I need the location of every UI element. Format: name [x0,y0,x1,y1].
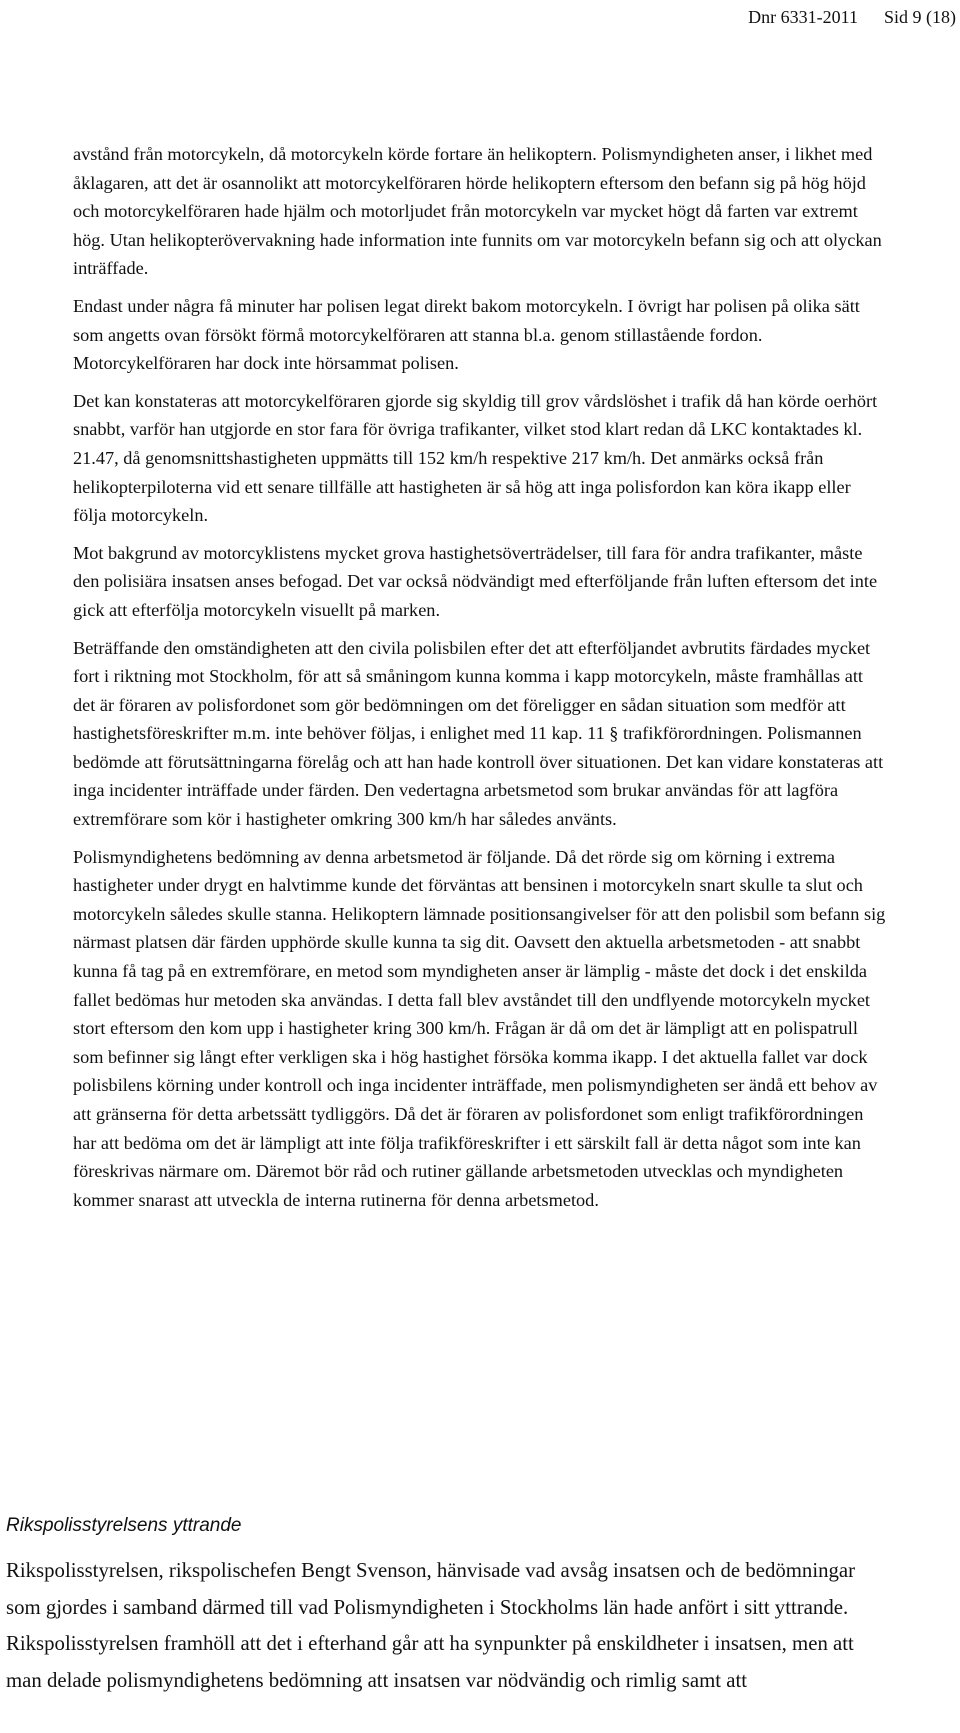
document-number: Dnr 6331-2011 [748,7,858,27]
paragraph: Mot bakgrund av motorcyklistens mycket grova hastighetsöverträdelser, till fara för andra trafikanter, måste den polisiära insatsen anses befogad. Det var också nödvändigt med efterföljande från luften eftersom det inte gick att efterfölja motorcykeln visuellt på marken. [73,542,878,620]
document-body [73,140,886,1223]
section-heading: Rikspolisstyrelsens yttrande [6,1515,242,1536]
paragraph: Endast under några få minuter har polisen legat direkt bakom motorcykeln. I övrigt har polisen på olika sätt som angetts ovan försökt förmå motorcykelföraren att stanna bl.a. genom stillastående fordon. Motorcykelföraren har dock inte hörsammat polisen. [73,295,860,374]
paragraph: Det kan konstateras att motorcykelföraren gjorde sig skyldig till grov vårdslöshet i trafik då han körde oerhört snabbt, varför han utgjorde en stor fara för övriga trafikanter, vilket stod klart redan då LKC kontaktades kl. 21.47, då genomsnittshastigheten uppmätts till 152 km/h respektive 217 km/h. Det anmärks också från helikopterpiloterna vid ett senare tillfälle att hastigheten är så hög att inga polisfordon kan köra ikapp eller följa motorcykeln. [73,390,878,526]
final-paragraph: Rikspolisstyrelsen, rikspolischefen Bengt Svenson, hänvisade vad avsåg insatsen och de bedömningar som gjordes i samband därmed till vad Polismyndigheten i Stockholms län hade anfört i sitt yttrande. Rikspolisstyrelsen framhöll att det i efterhand går att ha synpunkter på enskildheter i insatsen, men att man delade polismyndighetens bedömning att insatsen var nödvändig och rimlig samt att [6,1559,856,1692]
paragraph: Polismyndighetens bedömning av denna arbetsmetod är följande. Då det rörde sig om körning i extrema hastigheter under drygt en halvtimme kunde det förväntas att bensinen i motorcykeln snart skulle ta slut och motorcykeln således skulle stanna. Helikoptern lämnade positionsangivelser för att den polisbil som befann sig närmast platsen där färden upphörde skulle kunna ta sig dit. Oavsett den aktuella arbetsmetoden - att snabbt kunna få tag på en extremförare, en metod som myndigheten anser är lämplig - måste det dock i det enskilda fallet bedömas hur metoden ska användas. I detta fall blev avståndet till den undflyende motorcykeln mycket stort eftersom den kom upp i hastigheter kring 300 km/h. Frågan är då om det är lämpligt att en polispatrull som befinner sig långt efter verkligen ska i hög hastighet försöka komma ikapp. I det aktuella fallet var dock polisbilens körning under kontroll och inga incidenter inträffade, men polismyndigheten ser ändå ett behov av att gränserna för detta arbetssätt tydliggörs. Då det är föraren av polisfordonet som enligt trafikförordningen har att bedöma om det är lämpligt att inte följa trafikföreskrifter i ett särskilt fall är detta något som inte kan föreskrivas närmare om. Däremot bör råd och rutiner gällande arbetsmetoden utvecklas och myndigheten kommer snarast att utveckla de interna rutinerna för denna arbetsmetod. [73,846,886,1210]
paragraph: avstånd från motorcykeln, då motorcykeln körde fortare än helikoptern. Polismyndigheten anser, i likhet med åklagaren, att det är osannolikt att motorcykelföraren hörde helikoptern eftersom den befann sig på hög höjd och motorcykelföraren hade hjälm och motorljudet från motorcykeln var mycket högt då farten var extremt hög. Utan helikopterövervakning hade information inte funnits om var motorcykeln befann sig och att olyckan inträffade. [73,144,882,279]
page-header [748,6,956,28]
page-number: Sid 9 (18) [884,7,956,27]
paragraph: Beträffande den omständigheten att den civila polisbilen efter det att efterföljandet avbrutits färdades mycket fort i riktning mot Stockholm, för att så småningom kunna komma i kapp motorcykeln, måste framhållas att det är föraren av polisfordonet som gör bedömningen om det föreligger en sådan situation som medför att hastighetsföreskrifter m.m. inte behöver följas, i enlighet med 11 kap. 11 § trafikförordningen. Polismannen bedömde att förutsättningarna förelåg och att han hade kontroll över situationen. Det kan vidare konstateras att inga incidenter inträffade under färden. Den vedertagna arbetsmetod som brukar användas för att lagföra extremförare som kör i hastigheter omkring 300 km/h har således använts. [73,637,884,830]
